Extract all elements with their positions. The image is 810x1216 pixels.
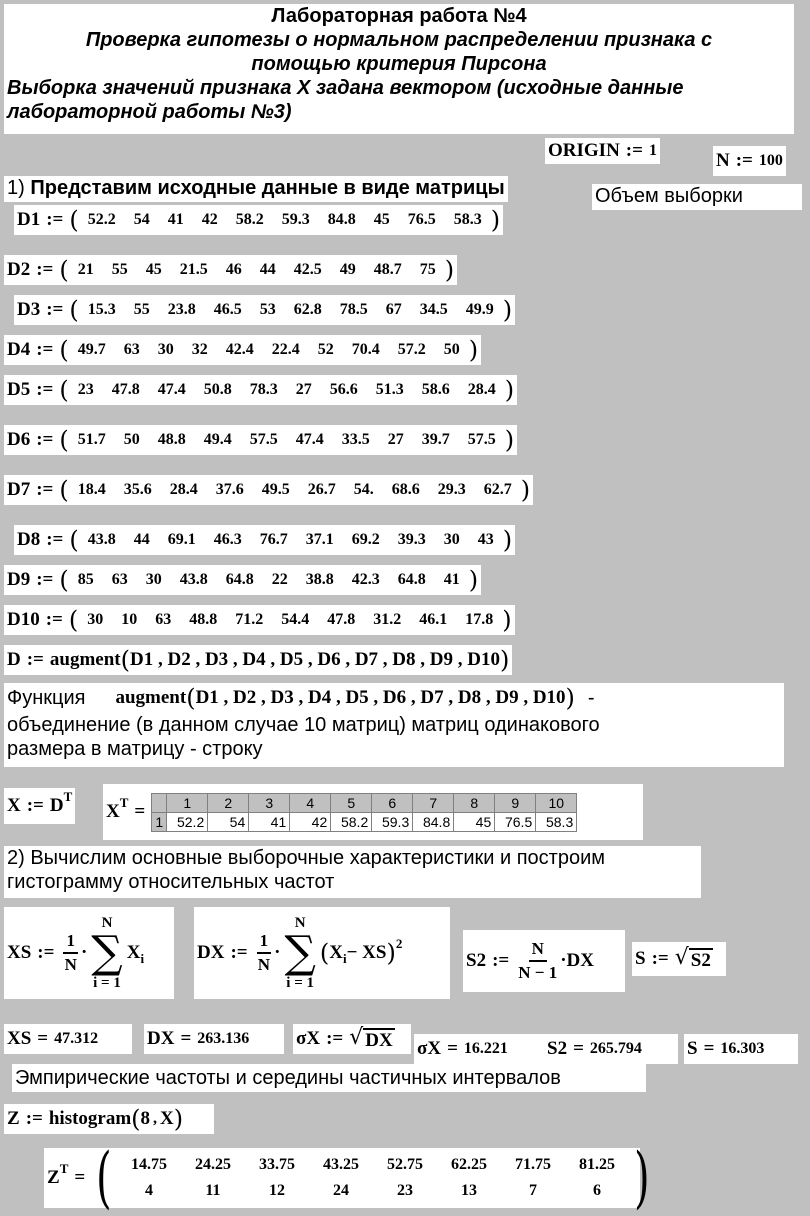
empirical-label: Эмпирические частоты и середины частичных интервалов: [12, 1064, 646, 1092]
xt-header-row: 1 2 3 4 5 6 7 8 9 10: [152, 793, 577, 812]
vector-elements: 51.7 50 48.8 49.4 57.5 47.4 33.5 27 39.7 57.5: [77, 431, 496, 448]
s2-result[interactable]: S2 = 265.794: [544, 1034, 678, 1064]
sigma-definition[interactable]: σX := √ DX: [293, 1024, 411, 1054]
xt-result[interactable]: [103, 784, 643, 840]
dx-formula[interactable]: DX := $\frac{1}{N}$ · N ∑ i = 1 ( X i − XS ) 2: [194, 907, 450, 999]
sqrt-symbol: √ S2: [674, 945, 711, 971]
augment-func: augment: [49, 649, 121, 670]
vector-elements: 52.2 54 41 42 58.2 59.3 84.8 45 76.5 58.3: [87, 211, 482, 228]
origin-definition[interactable]: [545, 138, 660, 164]
vector-d9[interactable]: D9 := ( 85 63 30 43.8 64.8 22 38.8 42.3 64.8 41 ): [4, 565, 481, 595]
x-assign: :=: [26, 795, 44, 816]
sum-symbol: N ∑ i = 1: [91, 915, 123, 991]
vector-elements: 18.4 35.6 28.4 37.6 49.5 26.7 54. 68.6 29.3 62.7: [77, 481, 512, 498]
sigma-result[interactable]: σX = 16.221: [414, 1034, 544, 1064]
xs-formula[interactable]: XS := $\frac{1}{N}$ · N ∑ i = 1 X i: [4, 907, 174, 999]
vector-name: D9: [7, 569, 31, 590]
s2-formula[interactable]: S2 := $\frac{N}{N - 1}$ · DX: [463, 930, 625, 992]
vector-elements: 23 47.8 47.4 50.8 78.3 27 56.6 51.3 58.6 28.4: [77, 381, 496, 398]
n-assign: :=: [735, 150, 753, 171]
function-note: Функция augment ( D1 , D2 , D3 , D4 , D5 , D6 , D7 , D8 , D9 , D10 ) - объединение (в данном случае 10 матриц) матриц одинакового размера в матрицу - строку: [4, 683, 784, 767]
fraction: $\frac{N}{N - 1}$: [518, 939, 558, 982]
function-note-func: augment: [115, 687, 187, 708]
zt-result[interactable]: Z T = ( 14.75 24.25 33.75 43.25 52.75 62.25 71.75 81.25 4 11 12 24 23 13 7 6 ): [44, 1148, 640, 1208]
vector-name: D7: [7, 479, 31, 500]
n-definition[interactable]: [713, 146, 786, 176]
sample-size-label: Объем выборки: [592, 184, 802, 210]
section2-line1: 2) Вычислим основные выборочные характеристики и построим: [7, 847, 606, 869]
vector-d5[interactable]: D5 := ( 23 47.8 47.4 50.8 78.3 27 56.6 51.3 58.6 28.4 ): [4, 375, 517, 405]
augment-definition[interactable]: D := augment ( D1 , D2 , D3 , D4 , D5 , D6 , D7 , D8 , D9 , D10 ): [4, 645, 512, 675]
function-note-line2: объединение (в данном случае 10 матриц) матриц одинакового: [7, 714, 600, 736]
vector-d7[interactable]: D7 := ( 18.4 35.6 28.4 37.6 49.5 26.7 54. 68.6 29.3 62.7 ): [4, 475, 533, 505]
xs-result[interactable]: XS = 47.312: [4, 1024, 132, 1054]
function-note-dash: -: [587, 687, 595, 709]
vector-name: D2: [7, 259, 31, 280]
lab-subtitle-line1: Проверка гипотезы о нормальном распределении признака с: [85, 29, 713, 51]
x-definition[interactable]: [4, 788, 75, 824]
vector-name: D3: [17, 299, 41, 320]
augment-lhs: D: [7, 649, 21, 670]
lab-subtitle-line2: помощью критерия Пирсона: [251, 53, 547, 75]
xt-lhs: X: [106, 801, 120, 822]
vector-d1[interactable]: D1 := ( 52.2 54 41 42 58.2 59.3 84.8 45 76.5 58.3 ): [14, 205, 503, 235]
section1-text: Представим исходные данные в виде матрицы: [30, 177, 505, 199]
title-block: [4, 4, 794, 134]
vector-d8[interactable]: D8 := ( 43.8 44 69.1 46.3 76.7 37.1 69.2 39.3 30 43 ): [14, 525, 515, 555]
dx-result[interactable]: DX = 263.136: [144, 1024, 284, 1054]
fraction: $\frac{1}{N}$: [257, 931, 270, 974]
augment-args: D1 , D2 , D3 , D4 , D5 , D6 , D7 , D8 , D9 , D10: [130, 649, 500, 670]
lab-title: Лабораторная работа №4: [271, 5, 527, 27]
function-note-word: Функция: [7, 687, 86, 709]
x-rhs: D: [49, 795, 64, 816]
lab-description-line1: Выборка значений признака X задана вектором (исходные данные: [7, 77, 684, 99]
vector-d6[interactable]: D6 := ( 51.7 50 48.8 49.4 57.5 47.4 33.5 27 39.7 57.5 ): [4, 425, 517, 455]
vector-name: D5: [7, 379, 31, 400]
vector-name: D1: [17, 209, 41, 230]
vector-elements: 85 63 30 43.8 64.8 22 38.8 42.3 64.8 41: [77, 571, 460, 588]
vector-elements: 49.7 63 30 32 42.4 22.4 52 70.4 57.2 50: [77, 341, 460, 358]
xt-eq: =: [134, 801, 146, 822]
function-note-args: D1 , D2 , D3 , D4 , D5 , D6 , D7 , D8 , D9 , D10: [195, 687, 566, 708]
origin-name: ORIGIN: [548, 140, 620, 161]
fraction: $\frac{1}{N}$: [64, 931, 77, 974]
origin-assign: :=: [625, 140, 643, 161]
section1-number: 1): [7, 177, 25, 199]
lab-description-line2: лабораторной работы №3): [7, 101, 292, 123]
origin-value: 1: [648, 142, 657, 159]
vector-d3[interactable]: D3 := ( 15.3 55 23.8 46.5 53 62.8 78.5 67 34.5 49.9 ): [14, 295, 515, 325]
s-result[interactable]: S = 16.303: [684, 1034, 798, 1064]
xt-sup: T: [119, 795, 129, 810]
sqrt-symbol: √ DX: [349, 1025, 393, 1051]
xt-table[interactable]: [151, 793, 577, 832]
vector-d10[interactable]: D10 := ( 30 10 63 48.8 71.2 54.4 47.8 31.2 46.1 17.8 ): [4, 605, 515, 635]
z-definition[interactable]: Z := histogram ( 8 , X ): [4, 1104, 214, 1134]
section2-line2: гистограмму относительных частот: [7, 871, 335, 893]
sum-symbol: N ∑ i = 1: [284, 915, 316, 991]
n-name: N: [716, 150, 730, 171]
vector-elements: 21 55 45 21.5 46 44 42.5 49 48.7 75: [77, 261, 436, 278]
function-note-line3: размера в матрицу - строку: [7, 738, 263, 760]
vector-d4[interactable]: D4 := ( 49.7 63 30 32 42.4 22.4 52 70.4 57.2 50 ): [4, 335, 481, 365]
s-formula[interactable]: S := √ S2: [632, 942, 726, 976]
zt-matrix: ( 14.75 24.25 33.75 43.25 52.75 62.25 71.75 81.25 4 11 12 24 23 13 7 6 ): [96, 1139, 650, 1216]
section1-label: [4, 176, 508, 202]
vector-name: D6: [7, 429, 31, 450]
vector-name: D10: [7, 609, 40, 630]
x-rhs-sup: T: [63, 789, 73, 804]
vector-name: D8: [17, 529, 41, 550]
vector-name: D4: [7, 339, 31, 360]
section2-label: [4, 846, 701, 898]
xt-data-row: 1 52.2 54 41 42 58.2 59.3 84.8 45 76.5 58.3: [152, 812, 577, 831]
vector-elements: 43.8 44 69.1 46.3 76.7 37.1 69.2 39.3 30 43: [87, 531, 494, 548]
vector-elements: 15.3 55 23.8 46.5 53 62.8 78.5 67 34.5 49.9: [87, 301, 494, 318]
vector-elements: 30 10 63 48.8 71.2 54.4 47.8 31.2 46.1 17.8: [87, 611, 494, 628]
x-lhs: X: [7, 795, 21, 816]
n-value: 100: [758, 152, 783, 169]
augment-assign: :=: [26, 649, 44, 670]
vector-d2[interactable]: D2 := ( 21 55 45 21.5 46 44 42.5 49 48.7 75 ): [4, 255, 457, 285]
